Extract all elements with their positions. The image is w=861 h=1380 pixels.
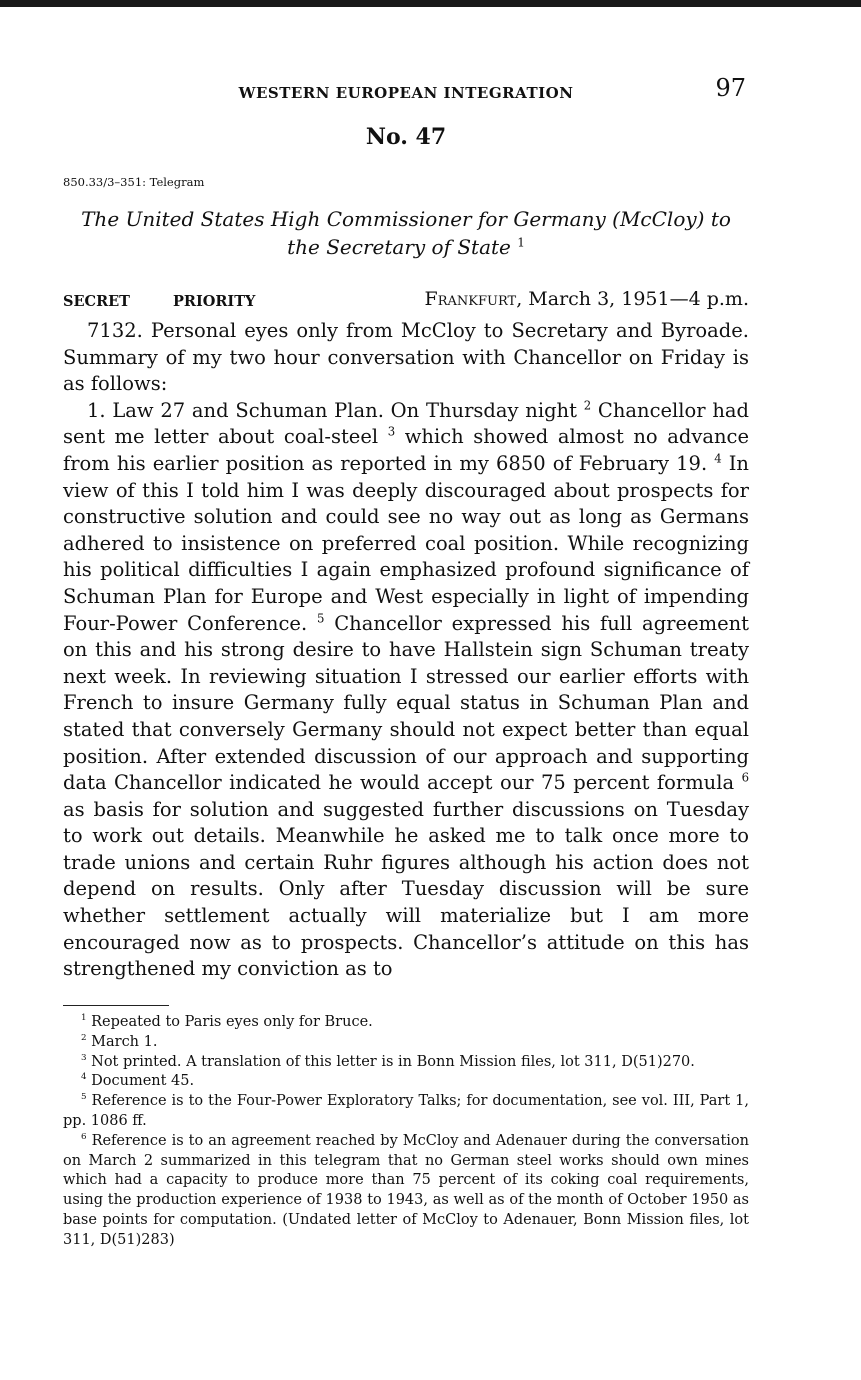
paragraph-1-text: 7132. Personal eyes only from McCloy to Secretary and Byroade. Summary of my two hour conversation with Chancellor on Friday is as follows: bbox=[63, 319, 749, 396]
footnote-5 bbox=[63, 1092, 749, 1132]
place: Frankfurt, bbox=[424, 288, 523, 310]
footnote-ref-3[interactable]: 3 bbox=[387, 424, 396, 439]
dateline bbox=[63, 288, 749, 314]
paragraph-2-part-f: as basis for solution and suggested further discussions on Tuesday to work out details. Meanwhile he asked me to talk once more to trade unions and certain Ruhr figures although his action does not depend on results. Only after Tuesday discussion will be sure whether settlement actually will materialize but I am more encouraged now as to prospects. Chancellor’s attitude on this has strengthened my conviction as to bbox=[63, 797, 749, 981]
paragraph-2-part-e: Chancellor expressed his full agreement on this and his strong desire to have Hallstein sign Schuman treaty next week. In reviewing situation I stressed our earlier efforts with French to insure Germany fully equal status in Schuman Plan and stated that conversely Germany should not expect better than equal position. After extended discussion of our approach and supporting data Chancellor indicated he would accept our 75 percent formula bbox=[63, 611, 749, 795]
footnote-2 bbox=[63, 1033, 749, 1053]
footnote-text-5: Reference is to the Four-Power Exploratory Talks; for documentation, see vol. III, Part 1, pp. 1086 ff. bbox=[63, 1093, 750, 1129]
footnote-text-3: Not printed. A translation of this letter is in Bonn Mission files, lot 311, D(51)270. bbox=[91, 1053, 695, 1070]
page-number: 97 bbox=[715, 74, 746, 102]
footnote-text-1: Repeated to Paris eyes only for Bruce. bbox=[91, 1014, 373, 1030]
footnote-text-6: Reference is to an agreement reached by McCloy and Adenauer during the conversation on March 2 summarized in this telegram that no German steel works should own mines which had a capacity to produce more than 75 percent of its coking coal requirements, using the production experience of 1938 to 1943, as well as of the month of October 1950 as base points for computation. (Undated letter of McCloy to Adenauer, Bonn Mission files, lot 311, D(51)283) bbox=[63, 1132, 750, 1248]
footnote-4 bbox=[63, 1072, 749, 1092]
footnote-num-6: 6 bbox=[81, 1131, 87, 1142]
page-top-border bbox=[0, 0, 861, 7]
footnote-num-4: 4 bbox=[81, 1072, 87, 1083]
paragraph-2-part-b: Chancellor had sent me letter about coal-steel bbox=[63, 398, 749, 449]
paragraph-2 bbox=[63, 398, 749, 983]
footnote-text-4: Document 45. bbox=[91, 1073, 195, 1090]
footnote-ref-5[interactable]: 5 bbox=[316, 611, 325, 626]
date: March 3, 1951—4 p.m. bbox=[528, 288, 749, 310]
place-date bbox=[425, 288, 749, 310]
footnote-num-2: 2 bbox=[81, 1032, 87, 1043]
file-reference: 850.33/3–351: Telegram bbox=[63, 175, 205, 189]
footnote-divider bbox=[63, 1005, 169, 1006]
document-heading bbox=[63, 205, 749, 261]
footnote-num-1: 1 bbox=[81, 1013, 87, 1024]
footnote-ref-4[interactable]: 4 bbox=[714, 451, 722, 466]
heading-text: The United States High Commissioner for Germany (McCloy) to the Secretary of State bbox=[81, 207, 731, 259]
footnote-ref-1[interactable]: 1 bbox=[517, 235, 525, 250]
paragraph-2-part-c: which showed almost no advance from his earlier position as reported in my 6850 of February 19. bbox=[63, 425, 749, 475]
footnote-1 bbox=[63, 1013, 749, 1033]
footnote-text-2: March 1. bbox=[91, 1033, 158, 1050]
footnotes bbox=[63, 1013, 749, 1251]
footnote-3 bbox=[63, 1053, 749, 1073]
paragraph-2-part-a: 1. Law 27 and Schuman Plan. On Thursday night bbox=[87, 398, 577, 422]
footnote-6 bbox=[63, 1132, 749, 1251]
telegram-body bbox=[63, 318, 749, 983]
document-number: No. 47 bbox=[365, 124, 447, 150]
footnote-ref-2[interactable]: 2 bbox=[583, 398, 592, 413]
classification-label: SECRET bbox=[63, 293, 130, 310]
footnote-ref-6[interactable]: 6 bbox=[741, 770, 749, 785]
footnote-num-5: 5 bbox=[81, 1092, 87, 1103]
paragraph-2-part-d: In view of this I told him I was deeply discouraged about prospects for constructive solution and could see no way out as long as Germans adhered to insistence on preferred coal position. While recognizing his political difficulties I again emphasized profound significance of Schuman Plan for Europe and West especially in light of impending Four-Power Conference. bbox=[63, 451, 749, 635]
paragraph-1 bbox=[63, 318, 749, 398]
footnote-num-3: 3 bbox=[81, 1052, 87, 1063]
running-head: WESTERN EUROPEAN INTEGRATION bbox=[238, 84, 574, 102]
precedence-label: PRIORITY bbox=[173, 293, 256, 310]
